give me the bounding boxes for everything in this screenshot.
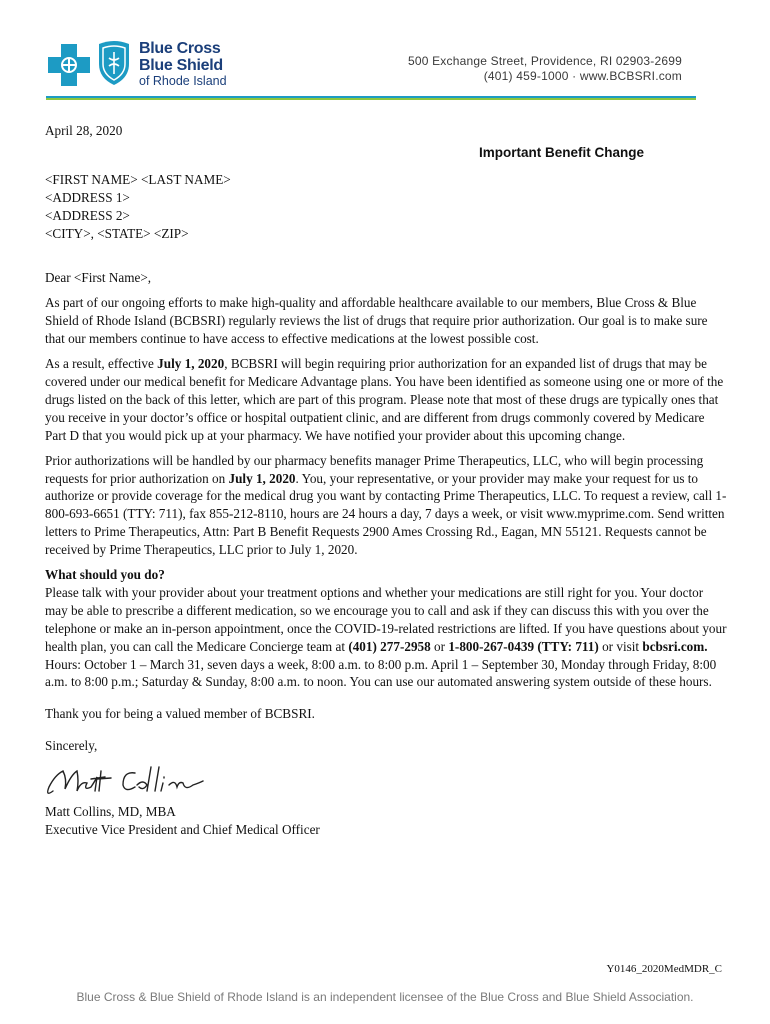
closing: Sincerely, [45, 738, 98, 754]
website: bcbsri.com. [642, 638, 708, 654]
paragraph-prime-therapeutics: Prior authorizations will be handled by our pharmacy benefits manager Prime Therapeutics, LLC, who will begin processing requests for prior authorization on July 1, 2020. You, your representative, or your provider may make your request for us to authorize or provide coverage for the medical drug you want by contacting Prime Therapeutics, LLC. To request a review, call 1-800-693-6651 (TTY: 711), fax 855-212-8110, hours are 24 hours a day, 7 days a week, or visit www.myprime.com. Send written letters to Prime Therapeutics, Attn: Part B Benefit Requests 2900 Ames Crossing Rd., Eagan, MN 55121. Requests cannot be received by Prime Therapeutics, LLC prior to July 1, 2020. [45, 452, 727, 558]
address-line-2: <ADDRESS 1> [45, 189, 130, 205]
paragraph-prior-auth: As a result, effective July 1, 2020, BCBSRI will begin requiring prior authorization for an expanded list of drugs that may be covered under our medical benefit for Medicare Advantage plans. You have been identified as someone using one or more of the drugs listed on the back of this letter, which are part of this program. Please note that most of these drugs are typically ones that you receive in your doctor’s office or hospital outpatient clinic, and are different from drugs commonly covered by Medicare Part D that you would pick up at your pharmacy. We have notified your provider about this upcoming change. [45, 356, 724, 443]
paragraph-what-to-do: Please talk with your provider about your treatment options and whether your medications are still right for you. Your doctor may be able to prescribe a different medication, so we encourage you to call and ask if they can discuss this with you over the telephone or make an in-person appointment, once the COVID-19-related restrictions are lifted. If you have questions about your health plan, you can call the Medicare Concierge team at (401) 277-2958 or 1-800-267-0439 (TTY: 711) or visit bcbsri.com. Hours: October 1 – March 31, seven days a week, 8:00 a.m. to 8:00 p.m. April 1 – September 30, Monday through Friday, 8:00 a.m. to 8:00 p.m.; Saturday & Sunday, 8:00 a.m. to noon. You can use our automated answering system outside of these hours. [45, 584, 727, 690]
address-line-3: <ADDRESS 2> [45, 207, 130, 223]
address-line-1: <FIRST NAME> <LAST NAME> [45, 171, 231, 187]
brand-line-1: Blue Cross [139, 40, 221, 57]
signer-name: Matt Collins, MD, MBA [45, 804, 176, 820]
phone-tollfree: 1-800-267-0439 (TTY: 711) [448, 638, 599, 654]
signer-title: Executive Vice President and Chief Medical Officer [45, 822, 320, 838]
phone-local: (401) 277-2958 [348, 638, 431, 654]
document-code: Y0146_2020MedMDR_C [606, 963, 722, 975]
blue-cross-logo-icon [48, 44, 90, 86]
section-heading: What should you do? [45, 567, 165, 583]
address-line-4: <CITY>, <STATE> <ZIP> [45, 225, 189, 241]
address-phone-web: (401) 459-1000 · www.BCBSRI.com [483, 69, 682, 83]
paragraph-intro: As part of our ongoing efforts to make high-quality and affordable healthcare available to our members, Blue Cross & Blue Shield of Rhode Island (BCBSRI) regularly reviews the list of drugs that require prior authorization. Our goal is to make sure that our members continue to have access to effective medications at the lowest possible cost. [45, 295, 708, 347]
brand-line-2: Blue Shield [139, 57, 223, 74]
effective-date: July 1, 2020 [157, 356, 225, 372]
letter-body [45, 122, 727, 839]
signature [45, 755, 727, 803]
brand-name [139, 40, 227, 89]
start-date: July 1, 2020 [228, 470, 296, 486]
address-street: 500 Exchange Street, Providence, RI 02903-2699 [407, 54, 682, 68]
handwritten-signature-icon [43, 757, 213, 801]
brand-line-3: of Rhode Island [139, 74, 227, 88]
letter-subject: Important Benefit Change [478, 144, 644, 160]
letter-date: April 28, 2020 [45, 123, 123, 138]
letterhead [0, 0, 770, 100]
thanks-line: Thank you for being a valued member of BCBSRI. [45, 706, 315, 722]
salutation: Dear <First Name>, [45, 270, 152, 286]
blue-shield-logo-icon [96, 40, 132, 86]
recipient-address [45, 171, 727, 243]
company-address [408, 54, 682, 84]
header-divider [46, 96, 696, 100]
footer-disclaimer: Blue Cross & Blue Shield of Rhode Island is an independent licensee of the Blue Cross and Blue Shield Association. [76, 990, 694, 1004]
